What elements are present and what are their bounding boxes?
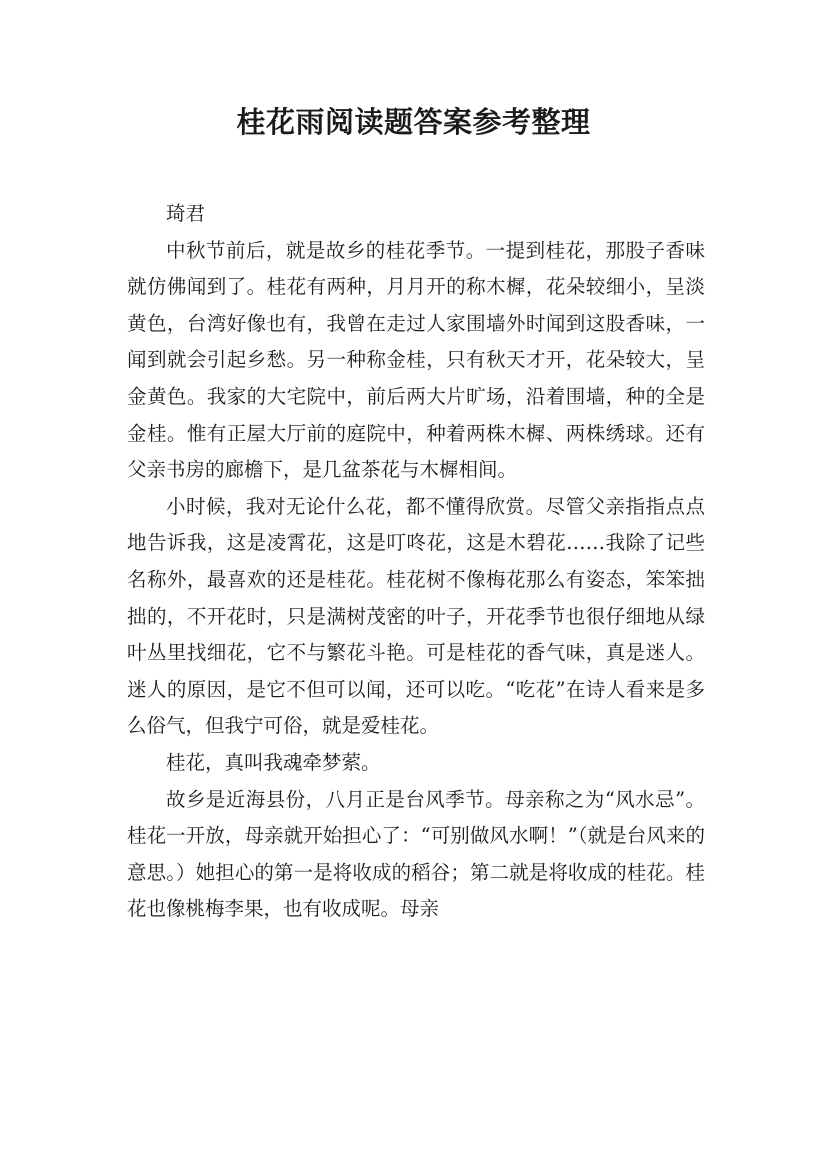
paragraph: 故乡是近海县份，八月正是台风季节。母亲称之为“风水忌”。桂花一开放，母亲就开始担心了：“可别做风水啊！”（就是台风来的意思。）她担心的第一是将收成的稻谷；第二就是将收成的桂花。桂花也像桃梅李果，也有收成呢。母亲 (127, 787, 705, 921)
author-name: 琦君 (166, 202, 206, 225)
paragraph: 桂花，真叫我魂牵梦萦。 (166, 750, 381, 774)
document-title: 桂花雨阅读题答案参考整理 (236, 105, 591, 139)
article-body (127, 196, 705, 928)
paragraph: 中秋节前后，就是故乡的桂花季节。一提到桂花，那股子香味就仿佛闻到了。桂花有两种，月月开的称木樨，花朵较细小，呈淡黄色，台湾好像也有，我曾在走过人家围墙外时闻到这股香味，一闻到就会引起乡愁。另一种称金桂，只有秋天才开，花朵较大，呈金黄色。我家的大宅院中，前后两大片旷场，沿着围墙，种的全是金桂。惟有正屋大厅前的庭院中，种着两株木樨、两株绣球。还有父亲书房的廊檐下，是几盆茶花与木樨相间。 (127, 238, 705, 482)
paragraph: 小时候，我对无论什么花，都不懂得欣赏。尽管父亲指指点点地告诉我，这是凌霄花，这是叮咚花，这是木碧花……我除了记些名称外，最喜欢的还是桂花。桂花树不像梅花那么有姿态，笨笨拙拙的，不开花时，只是满树茂密的叶子，开花季节也很仔细地从绿叶丛里找细花，它不与繁花斗艳。可是桂花的香气味，真是迷人。迷人的原因，是它不但可以闻，还可以吃。“吃花”在诗人看来是多么俗气，但我宁可俗，就是爱桂花。 (127, 494, 705, 738)
